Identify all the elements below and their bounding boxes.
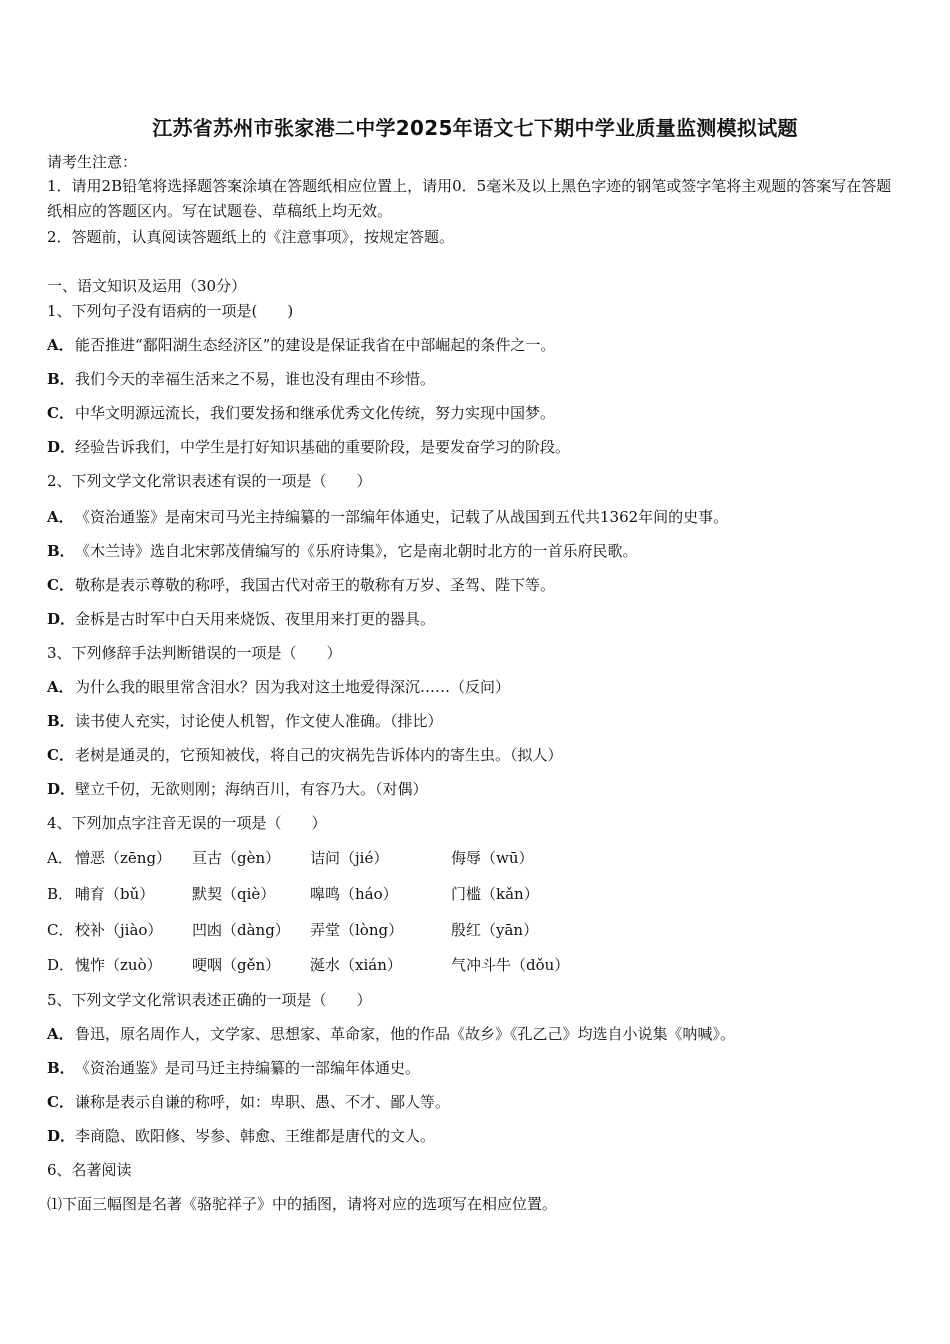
option-text: 鲁迅，原名周作人，文学家、思想家、革命家，他的作品《故乡》《孔乙己》均选自小说集《呐喊》。 bbox=[75, 1025, 736, 1043]
q5-option-a bbox=[47, 1024, 735, 1044]
question-3-stem: 3、下列修辞手法判断错误的一项是（ ） bbox=[47, 644, 342, 662]
pinyin-cell: 诘问（jié） bbox=[310, 849, 389, 867]
question-5-stem: 5、下列文学文化常识表述正确的一项是（ ） bbox=[47, 991, 372, 1009]
option-letter: C． bbox=[47, 404, 74, 422]
question-2-stem: 2、下列文学文化常识表述有误的一项是（ ） bbox=[47, 472, 372, 490]
q1-option-c bbox=[47, 403, 555, 423]
option-text: 敬称是表示尊敬的称呼，我国古代对帝王的敬称有万岁、圣驾、陛下等。 bbox=[75, 576, 556, 594]
option-text: 《资治通鉴》是司马迁主持编纂的一部编年体通史。 bbox=[75, 1059, 421, 1077]
question-4-stem: 4、下列加点字注音无误的一项是（ ） bbox=[47, 814, 327, 832]
q1-option-a bbox=[47, 335, 555, 355]
q4-option-a bbox=[47, 848, 897, 868]
q2-option-b bbox=[47, 541, 638, 561]
q3-option-c bbox=[47, 745, 563, 765]
option-text: 谦称是表示自谦的称呼，如：卑职、愚、不才、鄙人等。 bbox=[75, 1093, 451, 1111]
q1-option-d bbox=[47, 437, 570, 457]
option-letter: D． bbox=[47, 610, 76, 628]
option-text: 壁立千仞，无欲则刚；海纳百川，有容乃大。（对偶） bbox=[75, 780, 428, 798]
pinyin-cell: 亘古（gèn） bbox=[192, 849, 281, 867]
page-title: 江苏省苏州市张家港二中学2025年语文七下期中学业质量监测模拟试题 bbox=[152, 116, 798, 140]
pinyin-cell: 门槛（kǎn） bbox=[451, 885, 539, 903]
q4-option-d bbox=[47, 955, 897, 975]
option-letter: A． bbox=[47, 678, 74, 696]
option-letter: D． bbox=[47, 1127, 76, 1145]
pinyin-cell: 气冲斗牛（dǒu） bbox=[451, 956, 570, 974]
section-heading: 一、语文知识及运用（30分） bbox=[47, 277, 247, 295]
pinyin-cell: 哺育（bǔ） bbox=[75, 885, 155, 903]
pinyin-cell: 弄堂（lòng） bbox=[310, 921, 404, 939]
notice-item-2: 2．答题前，认真阅读答题纸上的《注意事项》，按规定答题。 bbox=[47, 228, 455, 246]
option-letter: A． bbox=[47, 336, 74, 354]
option-letter: B． bbox=[47, 712, 75, 730]
q4-option-c bbox=[47, 920, 897, 940]
pinyin-cell: 默契（qiè） bbox=[192, 885, 276, 903]
option-letter: C． bbox=[47, 1093, 74, 1111]
q2-option-d bbox=[47, 609, 435, 629]
option-letter: A． bbox=[47, 849, 73, 867]
pinyin-cell: 憎恶（zēng） bbox=[75, 849, 172, 867]
option-letter: B． bbox=[47, 1059, 75, 1077]
option-letter: C． bbox=[47, 576, 74, 594]
option-letter: C． bbox=[47, 921, 74, 939]
q2-option-c bbox=[47, 575, 555, 595]
option-letter: B． bbox=[47, 370, 75, 388]
q2-option-a bbox=[47, 507, 728, 527]
question-1-stem: 1、下列句子没有语病的一项是( ) bbox=[47, 302, 294, 320]
q5-option-c bbox=[47, 1092, 450, 1112]
option-text: 经验告诉我们，中学生是打好知识基础的重要阶段，是要发奋学习的阶段。 bbox=[75, 438, 571, 456]
option-letter: A． bbox=[47, 508, 74, 526]
option-text: 李商隐、欧阳修、岑参、韩愈、王维都是唐代的文人。 bbox=[75, 1127, 436, 1145]
option-letter: B． bbox=[47, 542, 75, 560]
pinyin-cell: 侮辱（wū） bbox=[451, 849, 534, 867]
option-text: 《资治通鉴》是南宋司马光主持编纂的一部编年体通史，记载了从战国到五代共1362年间的史事。 bbox=[75, 508, 729, 526]
q3-option-a bbox=[47, 677, 510, 697]
option-text: 《木兰诗》选自北宋郭茂倩编写的《乐府诗集》，它是南北朝时北方的一首乐府民歌。 bbox=[75, 542, 638, 560]
option-letter: C． bbox=[47, 746, 74, 764]
option-text: 我们今天的幸福生活来之不易，谁也没有理由不珍惜。 bbox=[75, 370, 436, 388]
option-text: 能否推进“鄱阳湖生态经济区”的建设是保证我省在中部崛起的条件之一。 bbox=[75, 336, 556, 354]
option-letter: A． bbox=[47, 1025, 74, 1043]
pinyin-cell: 殷红（yān） bbox=[451, 921, 539, 939]
pinyin-cell: 愧怍（zuò） bbox=[75, 956, 162, 974]
option-text: 为什么我的眼里常含泪水？因为我对这土地爱得深沉……（反问） bbox=[75, 678, 511, 696]
pinyin-cell: 嗥鸣（háo） bbox=[310, 885, 398, 903]
pinyin-cell: 校补（jiào） bbox=[75, 921, 163, 939]
question-6-stem: 6、名著阅读 bbox=[47, 1161, 132, 1179]
option-letter: D． bbox=[47, 956, 75, 974]
q4-option-b bbox=[47, 884, 897, 904]
question-6-sub-1: ⑴下面三幅图是名著《骆驼祥子》中的插图，请将对应的选项写在相应位置。 bbox=[47, 1195, 558, 1213]
option-text: 读书使人充实，讨论使人机智，作文使人准确。（排比） bbox=[75, 712, 443, 730]
option-text: 中华文明源远流长，我们要发扬和继承优秀文化传统，努力实现中国梦。 bbox=[75, 404, 556, 422]
q5-option-b bbox=[47, 1058, 420, 1078]
q1-option-b bbox=[47, 369, 435, 389]
pinyin-cell: 凹凼（dàng） bbox=[192, 921, 290, 939]
option-text: 老树是通灵的，它预知被伐，将自己的灾祸先告诉体内的寄生虫。（拟人） bbox=[75, 746, 563, 764]
option-text: 金柝是古时军中白天用来烧饭、夜里用来打更的器具。 bbox=[75, 610, 436, 628]
q3-option-b bbox=[47, 711, 443, 731]
option-letter: D． bbox=[47, 438, 76, 456]
q5-option-d bbox=[47, 1126, 435, 1146]
pinyin-cell: 哽咽（gěn） bbox=[192, 956, 281, 974]
option-letter: D． bbox=[47, 780, 76, 798]
notice-item-1: 1．请用2B铅笔将选择题答案涂填在答题纸相应位置上，请用0．5毫米及以上黑色字迹的钢笔或签字笔将主观题的答案写在答题纸相应的答题区内。写在试题卷、草稿纸上均无效。 bbox=[47, 177, 892, 220]
option-letter: B． bbox=[47, 885, 74, 903]
notice-heading: 请考生注意： bbox=[47, 153, 138, 171]
q3-option-d bbox=[47, 779, 428, 799]
pinyin-cell: 涎水（xián） bbox=[310, 956, 402, 974]
